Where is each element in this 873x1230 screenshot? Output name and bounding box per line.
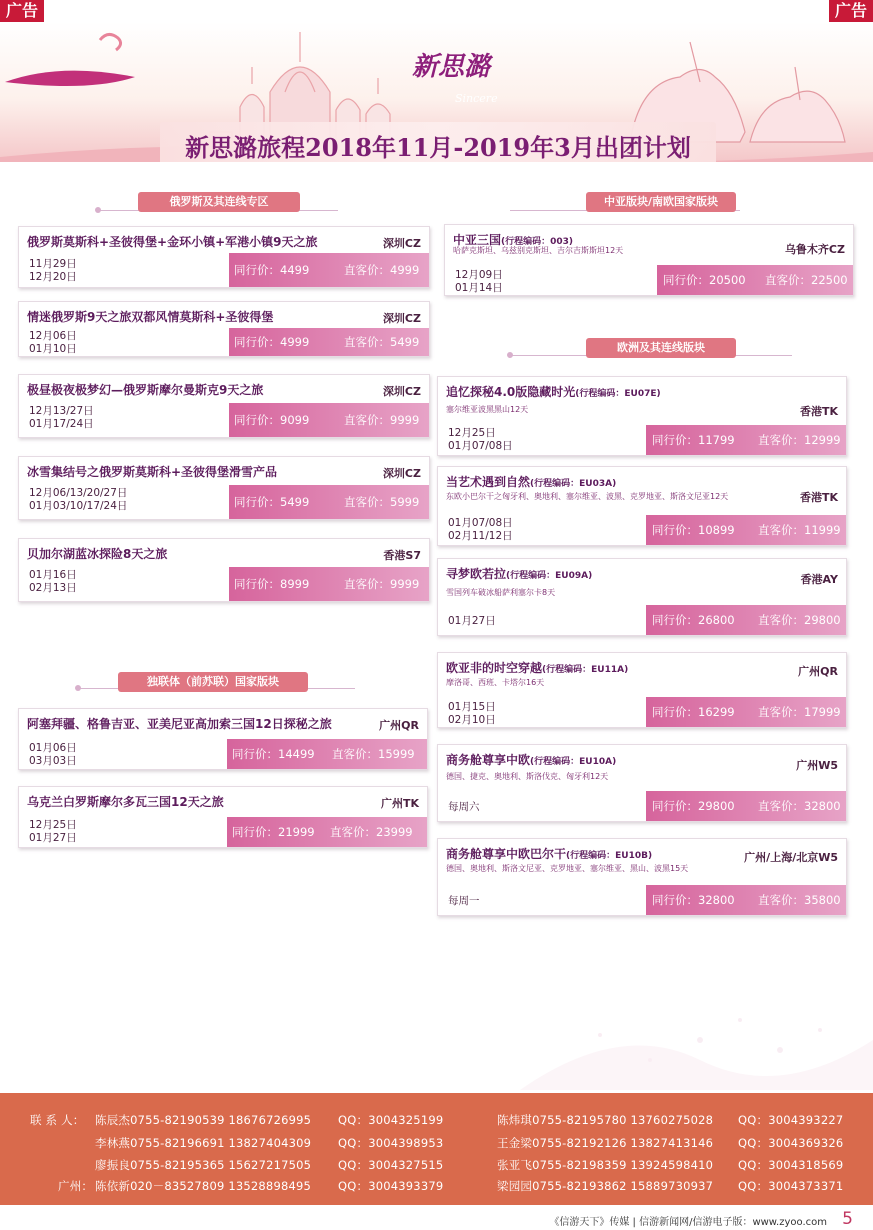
peer-price: 同行价：29800 [652,799,735,813]
tour-title: 乌克兰白罗斯摩尔多瓦三国12天之旅 [27,795,224,809]
direct-price: 直客价：23999 [330,825,413,839]
tour-departure-city: 广州W5 [796,759,838,772]
tour-departure-city: 广州QR [379,719,419,732]
tour-dates: 12月09日 01月14日 [455,269,503,294]
direct-price: 直客价：11999 [758,523,841,537]
tour-title: 贝加尔湖蓝冰探险8天之旅 [27,547,168,561]
direct-price: 直客价：22500 [765,273,848,287]
contact-entry: 廖振良0755-82195365 15627217505 [95,1158,312,1172]
peer-price: 同行价：16299 [652,705,735,719]
direct-price: 直客价：4999 [344,263,420,277]
tour-name: 中亚三国 [453,233,502,247]
price-band [227,817,427,847]
tour-code: (行程编码：EU10B) [566,851,653,861]
contact-entry: 王金梁0755-82192126 13827413146 [497,1136,714,1150]
section-header-central-asia: 中亚版块/南欧国家版块 [586,192,736,212]
tour-dates: 01月16日 02月13日 [29,569,77,594]
tour-itinerary: 东欧小巴尔干之匈牙利、奥地利、塞尔维亚、波黑、克罗地亚、斯洛文尼亚12天 [446,492,729,501]
section-header-europe: 欧洲及其连线版块 [586,338,736,358]
tour-name: 当艺术遇到自然 [446,475,531,489]
tour-dates: 12月25日 01月27日 [29,819,77,844]
tour-name: 商务舱尊享中欧巴尔干 [446,847,567,861]
contact-qq: QQ：3004398953 [338,1136,444,1150]
price-band [229,253,429,287]
tour-title [446,845,652,862]
tour-code: (行程编码：EU07E) [575,389,661,399]
price-band [646,791,846,821]
tour-dates: 01月06日 03月03日 [29,742,77,767]
tour-code: (行程编码：EU09A) [506,571,593,581]
contact-qq: QQ：3004393379 [338,1179,444,1193]
tour-dates: 11月29日 12月20日 [29,258,77,283]
price-band [646,425,846,455]
tour-title: 极昼极夜极梦幻—俄罗斯摩尔曼斯克9天之旅 [27,383,264,397]
tour-itinerary: 德国、捷克、奥地利、斯洛伐克、匈牙利12天 [446,772,609,781]
contact-qq: QQ：3004373371 [738,1179,844,1193]
peer-price: 同行价：9099 [234,413,310,427]
peer-price: 同行价：20500 [663,273,746,287]
direct-price: 直客价：5999 [344,495,420,509]
ad-label-right: 广告 [829,0,873,22]
contact-entry: 李林燕0755-82196691 13827404309 [95,1136,312,1150]
price-band [229,485,429,519]
publisher-credit: 《信游天下》传媒 | 信游新闻网/信游电子版：www.zyoo.com [549,1217,827,1228]
contact-qq: QQ：3004327515 [338,1158,444,1172]
tour-card[interactable] [18,456,430,520]
tour-title [446,383,661,400]
page-number: 5 [842,1209,853,1229]
tour-departure-city: 广州/上海/北京W5 [744,851,838,864]
tour-itinerary: 哈萨克斯坦、乌兹别克斯坦、吉尔吉斯斯坦12天 [453,246,624,255]
price-band [646,885,846,915]
contact-entry: 陈依新020－83527809 13528898495 [95,1179,312,1193]
tour-title: 情迷俄罗斯9天之旅双都风情莫斯科+圣彼得堡 [27,310,274,324]
tour-card[interactable] [437,376,847,456]
contact-prefix: 广州： [58,1179,94,1193]
tour-departure-city: 深圳CZ [382,312,421,325]
tour-card[interactable] [437,652,847,728]
peer-price: 同行价：14499 [232,747,315,761]
peer-price: 同行价：10899 [652,523,735,537]
price-band [229,403,429,437]
brand-logo-text: 新思潞 [412,52,491,82]
tour-departure-city: 香港TK [799,405,838,418]
peer-price: 同行价：4499 [234,263,310,277]
header-banner [0,22,873,162]
tour-itinerary: 摩洛哥、西班、卡塔尔16天 [446,678,545,687]
peer-price: 同行价：8999 [234,577,310,591]
section-dot [507,352,513,358]
tour-card[interactable] [18,226,430,288]
tour-departure-city: 乌鲁木齐CZ [784,243,845,256]
contact-qq: QQ：3004325199 [338,1113,444,1127]
tour-name: 追忆探秘4.0版隐藏时光 [446,385,576,399]
tour-card[interactable] [437,466,847,546]
contacts-footer [0,1093,873,1205]
direct-price: 直客价：12999 [758,433,841,447]
tour-name: 商务舱尊享中欧 [446,753,531,767]
tour-dates: 01月15日 02月10日 [448,701,496,726]
peer-price: 同行价：21999 [232,825,315,839]
tour-title [446,751,616,768]
tour-code: (行程编码：EU11A) [542,665,629,675]
direct-price: 直客价：9999 [344,577,420,591]
contact-qq: QQ：3004318569 [738,1158,844,1172]
tour-itinerary: 德国、奥地利、斯洛文尼亚、克罗地亚、塞尔维亚、黑山、波黑15天 [446,864,689,873]
ad-label-left: 广告 [0,0,44,22]
peer-price: 同行价：11799 [652,433,735,447]
tour-departure-city: 香港TK [799,491,838,504]
contact-prefix: 联 系 人： [30,1113,85,1127]
tour-departure-city: 深圳CZ [382,237,421,250]
contact-entry: 陈炜琪0755-82195780 13760275028 [497,1113,714,1127]
tour-card[interactable] [18,708,428,770]
tour-departure-city: 深圳CZ [382,467,421,480]
tour-card[interactable] [437,558,847,636]
tour-title: 冰雪集结号之俄罗斯莫斯科+圣彼得堡滑雪产品 [27,465,278,479]
direct-price: 直客价：9999 [344,413,420,427]
price-band [646,515,846,545]
peer-price: 同行价：4999 [234,335,310,349]
price-band [657,265,853,295]
contact-qq: QQ：3004393227 [738,1113,844,1127]
tour-departure-city: 深圳CZ [382,385,421,398]
price-band [229,328,429,356]
tour-dates: 12月06日 01月10日 [29,330,77,355]
price-band [646,605,846,635]
tour-itinerary: 塞尔维亚波黑黑山12天 [446,405,529,414]
tour-dates: 01月07/08日 02月11/12日 [448,517,513,542]
contact-qq: QQ：3004369326 [738,1136,844,1150]
brand-logo [0,22,140,94]
tour-card[interactable] [18,374,430,438]
peer-price: 同行价：32800 [652,893,735,907]
tour-dates: 12月25日 01月07/08日 [448,427,513,452]
direct-price: 直客价：15999 [332,747,415,761]
tour-departure-city: 广州TK [380,797,419,810]
tour-code: (行程编码：EU03A) [530,479,617,489]
tour-title [446,659,628,676]
page-title: 新思潞旅程2018年11月-2019年3月出团计划 [160,122,716,162]
tour-title: 俄罗斯莫斯科+圣彼得堡+金环小镇+军港小镇9天之旅 [27,235,318,249]
tour-dates: 每周六 [448,801,480,813]
contact-entry: 陈辰杰0755-82190539 18676726995 [95,1113,312,1127]
tour-code: (行程编码：003) [501,237,574,247]
background-decoration [0,960,873,1090]
brand-logo-subtext: Sincere [455,92,498,105]
tour-dates: 12月06/13/20/27日 01月03/10/17/24日 [29,487,128,512]
tour-card[interactable] [18,786,428,848]
tour-departure-city: 广州QR [798,665,838,678]
tour-code: (行程编码：EU10A) [530,757,617,767]
tour-name: 欧亚非的时空穿越 [446,661,543,675]
price-band [646,697,846,727]
contact-entry: 张亚飞0755-82198359 13924598410 [497,1158,714,1172]
tour-card[interactable] [444,224,854,296]
tour-card[interactable] [437,744,847,822]
tour-departure-city: 香港AY [800,573,838,586]
direct-price: 直客价：35800 [758,893,841,907]
section-dot [95,207,101,213]
direct-price: 直客价：32800 [758,799,841,813]
price-band [229,567,429,601]
tour-card[interactable] [18,538,430,602]
tour-departure-city: 香港S7 [383,549,421,562]
tour-title [446,565,592,582]
tour-dates: 12月13/27日 01月17/24日 [29,405,94,430]
tour-card[interactable] [18,301,430,357]
tour-title: 阿塞拜疆、格鲁吉亚、亚美尼亚高加索三国12日探秘之旅 [27,717,332,731]
section-header-russia: 俄罗斯及其连线专区 [138,192,300,212]
tour-card[interactable] [437,838,847,916]
tour-itinerary: 雪国列车破冰船萨利塞尔卡8天 [446,588,556,597]
section-header-cis: 独联体（前苏联）国家版块 [118,672,308,692]
direct-price: 直客价：5499 [344,335,420,349]
tour-name: 寻梦欧若拉 [446,567,507,581]
peer-price: 同行价：5499 [234,495,310,509]
peer-price: 同行价：26800 [652,613,735,627]
contact-entry: 梁园园0755-82193862 15889730937 [497,1179,714,1193]
tour-dates: 每周一 [448,895,480,907]
section-dot [75,685,81,691]
direct-price: 直客价：29800 [758,613,841,627]
price-band [227,739,427,769]
tour-title [446,473,616,490]
tour-dates: 01月27日 [448,615,496,627]
direct-price: 直客价：17999 [758,705,841,719]
